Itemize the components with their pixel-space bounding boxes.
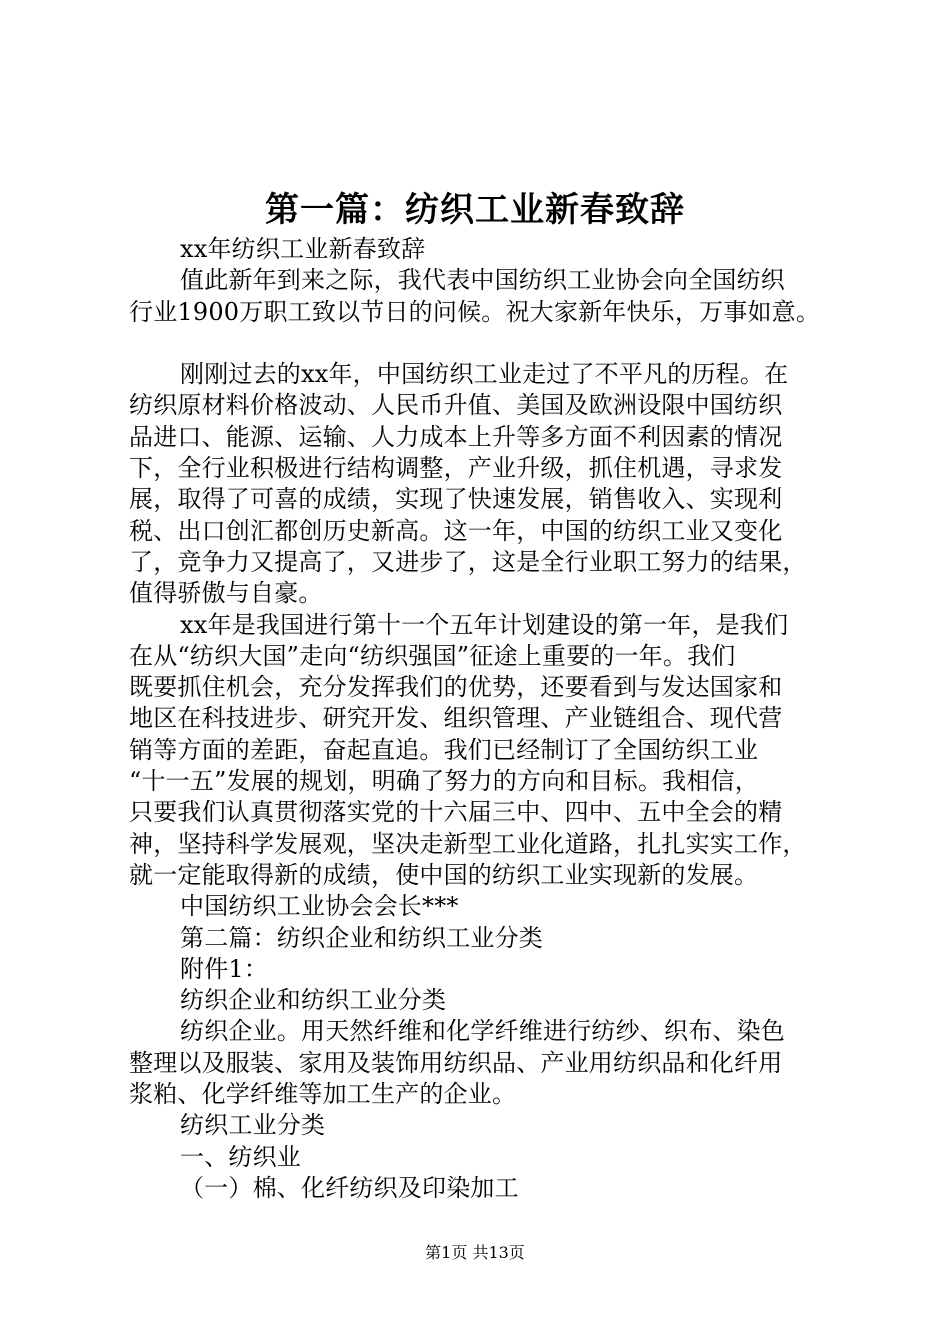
text-line: 销等方面的差距，奋起直追。我们已经制订了全国纺织工业 bbox=[129, 735, 759, 764]
text-line: 值得骄傲与自豪。 bbox=[129, 579, 323, 608]
text-line: 品进口、能源、运输、人力成本上升等多方面不利因素的情况 bbox=[129, 422, 783, 451]
document-body bbox=[129, 234, 844, 1204]
text-line: 值此新年到来之际，我代表中国纺织工业协会向全国纺织 bbox=[180, 266, 785, 295]
text-line: “十一五”发展的规划，明确了努力的方向和目标。我相信， bbox=[129, 767, 759, 796]
text-line: 整理以及服装、家用及装饰用纺织品、产业用纺织品和化纤用 bbox=[129, 1048, 783, 1077]
text-line: xx年是我国进行第十一个五年计划建设的第一年，是我们 bbox=[180, 610, 789, 639]
text-line: 只要我们认真贯彻落实党的十六届三中、四中、五中全会的精 bbox=[129, 798, 783, 827]
text-line: 在从“纺织大国”走向“纺织强国”征途上重要的一年。我们 bbox=[129, 641, 736, 670]
text-line: 展，取得了可喜的成绩，实现了快速发展，销售收入、实现利 bbox=[129, 485, 783, 514]
text-line: 了，竞争力又提高了，又进步了，这是全行业职工努力的结果， bbox=[129, 547, 807, 576]
document-title: 第一篇：纺织工业新春致辞 bbox=[265, 190, 685, 230]
text-line: 刚刚过去的xx年，中国纺织工业走过了不平凡的历程。在 bbox=[180, 360, 789, 389]
text-line: 行业1900万职工致以节日的问候。祝大家新年快乐，万事如意。 bbox=[129, 297, 821, 326]
text-line: 税、出口创汇都创历史新高。这一年，中国的纺织工业又变化 bbox=[129, 516, 783, 545]
text-line: 浆粕、化学纤维等加工生产的企业。 bbox=[129, 1080, 517, 1109]
text-line: 第二篇：纺织企业和纺织工业分类 bbox=[180, 923, 543, 952]
text-line: 既要抓住机会，充分发挥我们的优势，还要看到与发达国家和 bbox=[129, 673, 783, 702]
blank-line bbox=[129, 328, 844, 359]
text-line: 中国纺织工业协会会长*** bbox=[180, 892, 459, 921]
page-footer: 第1页 共13页 bbox=[425, 1243, 525, 1262]
text-line: 就一定能取得新的成绩，使中国的纺织工业实现新的发展。 bbox=[129, 860, 759, 889]
text-line: （一）棉、化纤纺织及印染加工 bbox=[180, 1173, 519, 1202]
text-line: 纺织企业。用天然纤维和化学纤维进行纺纱、织布、染色 bbox=[180, 1017, 785, 1046]
text-line: 一、纺织业 bbox=[180, 1142, 301, 1171]
text-line: 纺织企业和纺织工业分类 bbox=[180, 986, 447, 1015]
text-line: 附件1： bbox=[180, 954, 269, 983]
text-line: 神，坚持科学发展观，坚决走新型工业化道路，扎扎实实工作， bbox=[129, 829, 807, 858]
text-line: 纺织原材料价格波动、人民币升值、美国及欧洲设限中国纺织 bbox=[129, 391, 783, 420]
text-line: 下，全行业积极进行结构调整，产业升级，抓住机遇，寻求发 bbox=[129, 454, 783, 483]
text-line: 地区在科技进步、研究开发、组织管理、产业链组合、现代营 bbox=[129, 704, 783, 733]
text-line: 纺织工业分类 bbox=[180, 1111, 326, 1140]
text-line: xx年纺织工业新春致辞 bbox=[180, 235, 426, 263]
